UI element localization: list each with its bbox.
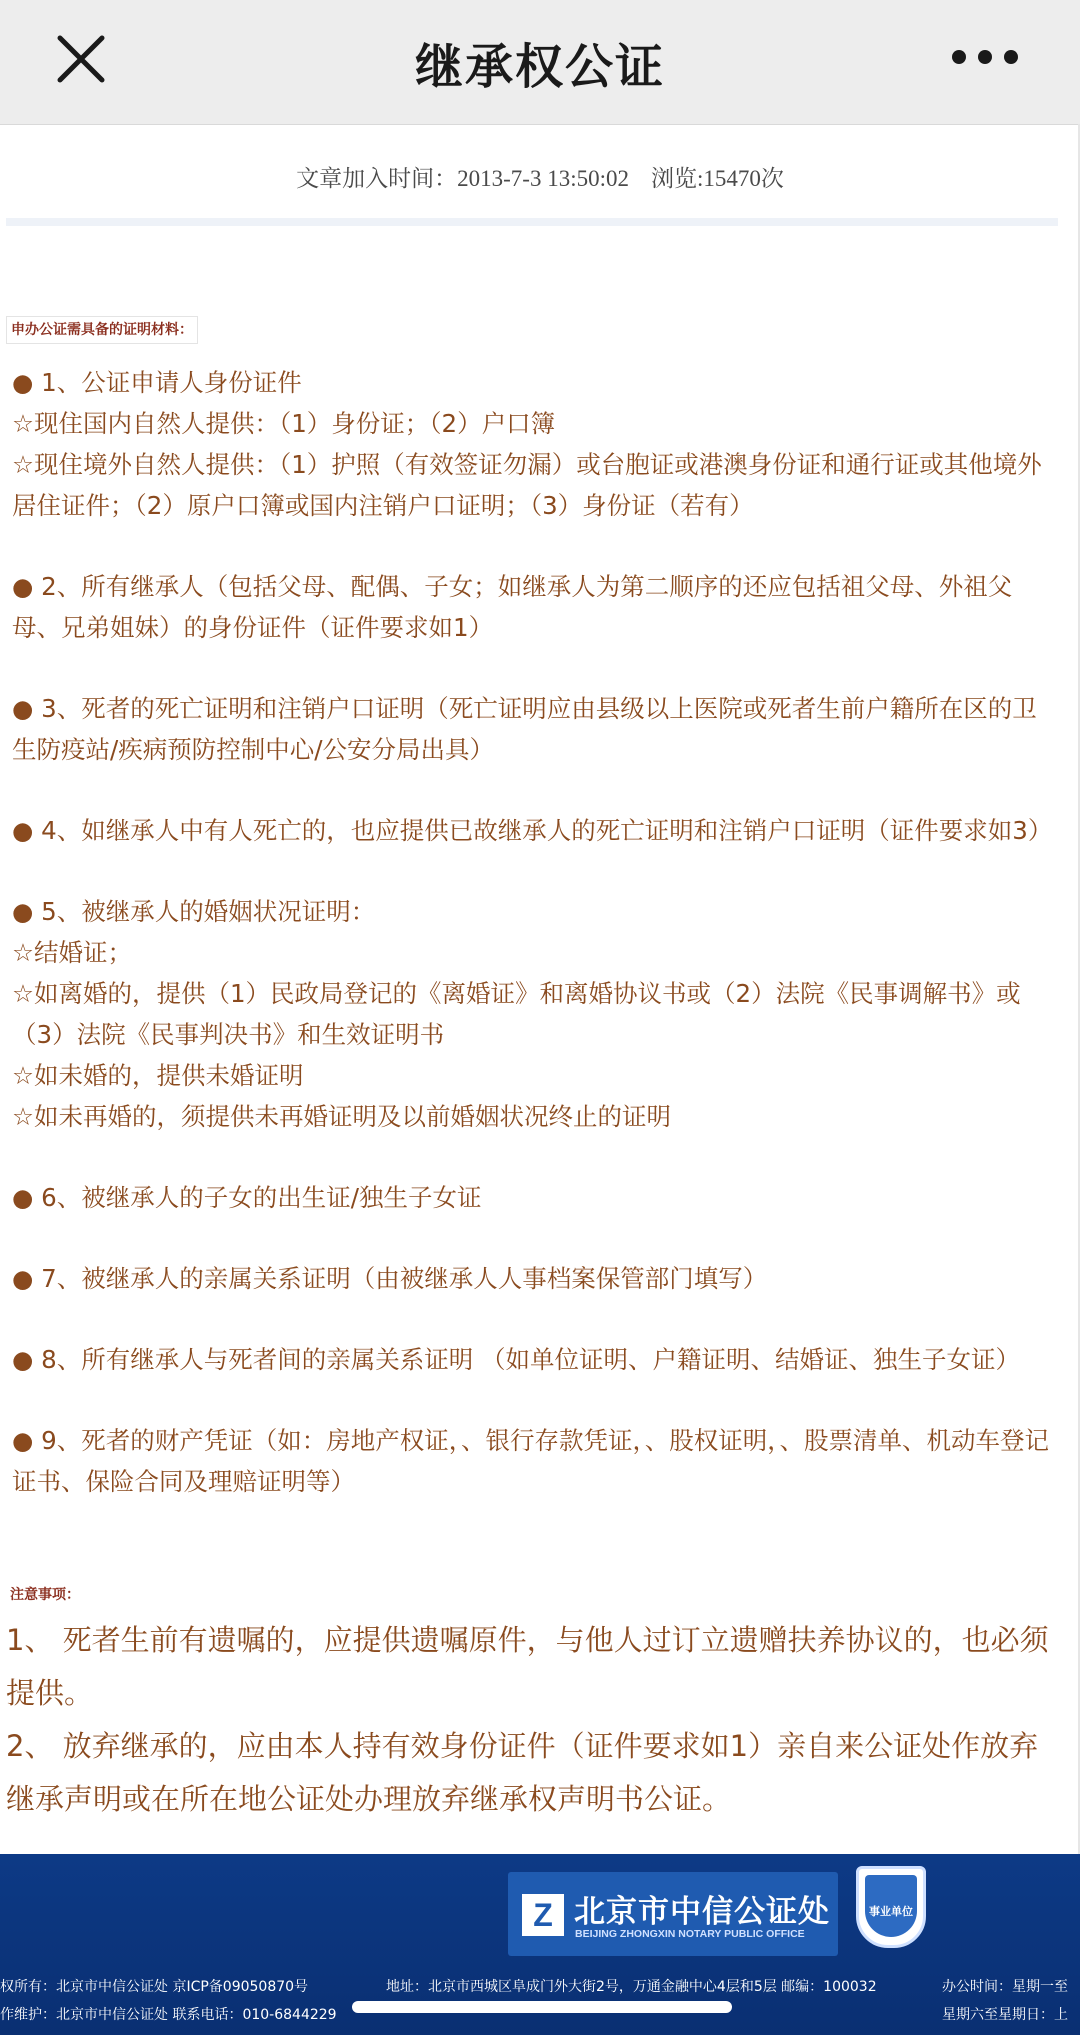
list-item: ● 4、如继承人中有人死亡的，也应提供已故继承人的死亡证明和注销户口证明（证件要求如3） xyxy=(12,816,1053,845)
page-title: 继承权公证 xyxy=(414,39,665,95)
article-views: 浏览:15470次 xyxy=(650,166,784,191)
public-institution-badge-icon xyxy=(856,1866,926,1948)
article-meta xyxy=(0,160,1080,193)
footer-maintenance: 作维护：北京市中信公证处 联系电话：010-6844229 xyxy=(0,2007,337,2023)
article-added-time: 文章加入时间：2013-7-3 13:50:02 xyxy=(296,166,629,191)
more-button[interactable] xyxy=(952,50,1028,70)
list-item: ● 6、被继承人的子女的出生证/独生子女证 xyxy=(12,1183,482,1212)
top-bar xyxy=(0,0,1080,125)
home-indicator[interactable] xyxy=(352,2001,732,2013)
list-item: ● 9、死者的财产凭证（如：房地产权证，、银行存款凭证，、股权证明，、股票清单、机动车登记证书、保险合同及理赔证明等） xyxy=(12,1426,1049,1496)
list-item: ☆如未婚的，提供未婚证明 xyxy=(12,1061,304,1090)
meta-divider xyxy=(6,218,1058,226)
list-item: ● 3、死者的死亡证明和注销户口证明（死亡证明应由县级以上医院或死者生前户籍所在区的卫生防疫站/疾病预防控制中心/公安分局出具） xyxy=(12,694,1037,764)
footer-address: 地址：北京市西城区阜成门外大街2号，万通金融中心4层和5层 邮编：100032 xyxy=(386,1979,877,1995)
footer-hours: 办公时间：星期一至 xyxy=(942,1979,1068,1995)
notes-list xyxy=(6,1614,1056,1826)
more-dots-icon xyxy=(978,50,992,64)
list-item: ☆现住境外自然人提供：（1）护照（有效签证勿漏）或台胞证或港澳身份证和通行证或其他境外居住证件；（2）原户口簿或国内注销户口证明；（3）身份证（若有） xyxy=(12,450,1042,520)
footer-hours-weekend: 星期六至星期日：上 xyxy=(942,2007,1068,2023)
logo-name-cn: 北京市中信公证处 xyxy=(574,1894,830,1930)
list-item: ☆如离婚的，提供（1）民政局登记的《离婚证》和离婚协议书或（2）法院《民事调解书》或（3）法院《民事判决书》和生效证明书 xyxy=(12,979,1021,1049)
list-item: ● 5、被继承人的婚姻状况证明： xyxy=(12,897,376,926)
more-dots-icon xyxy=(952,50,966,64)
note-item: 2、 放弃继承的，应由本人持有效身份证件（证件要求如1）亲自来公证处作放弃继承声明或在所在地公证处办理放弃继承权声明书公证。 xyxy=(6,1729,1039,1816)
list-item: ● 2、所有继承人（包括父母、配偶、子女；如继承人为第二顺序的还应包括祖父母、外祖父母、兄弟姐妹）的身份证件（证件要求如1） xyxy=(12,572,1013,642)
office-logo[interactable] xyxy=(508,1872,838,1956)
notes-label: 注意事项： xyxy=(6,1582,84,1608)
materials-label: 申办公证需具备的证明材料： xyxy=(6,316,198,344)
list-item: ● 8、所有继承人与死者间的亲属关系证明 （如单位证明、户籍证明、结婚证、独生子女证） xyxy=(12,1345,1021,1374)
list-item: ☆结婚证； xyxy=(12,938,132,967)
list-item: ● 7、被继承人的亲属关系证明（由被继承人人事档案保管部门填写） xyxy=(12,1264,768,1293)
logo-mark-icon: Z xyxy=(522,1894,564,1936)
list-item: ☆现住国内自然人提供：（1）身份证；（2）户口簿 xyxy=(12,409,556,438)
more-dots-icon xyxy=(1004,50,1018,64)
badge-label: 事业单位 xyxy=(869,1905,913,1918)
list-item: ☆如未再婚的，须提供未再婚证明及以前婚姻状况终止的证明 xyxy=(12,1102,671,1131)
list-item: ● 1、公证申请人身份证件 xyxy=(12,368,302,397)
logo-name-en: BEIJING ZHONGXIN NOTARY PUBLIC OFFICE xyxy=(575,1928,805,1940)
materials-list xyxy=(12,362,1052,1502)
note-item: 1、 死者生前有遗嘱的，应提供遗嘱原件，与他人过订立遗赠扶养协议的，也必须提供。 xyxy=(6,1623,1049,1710)
footer-copyright: 权所有：北京市中信公证处 京ICP备09050870号 xyxy=(0,1979,309,1995)
